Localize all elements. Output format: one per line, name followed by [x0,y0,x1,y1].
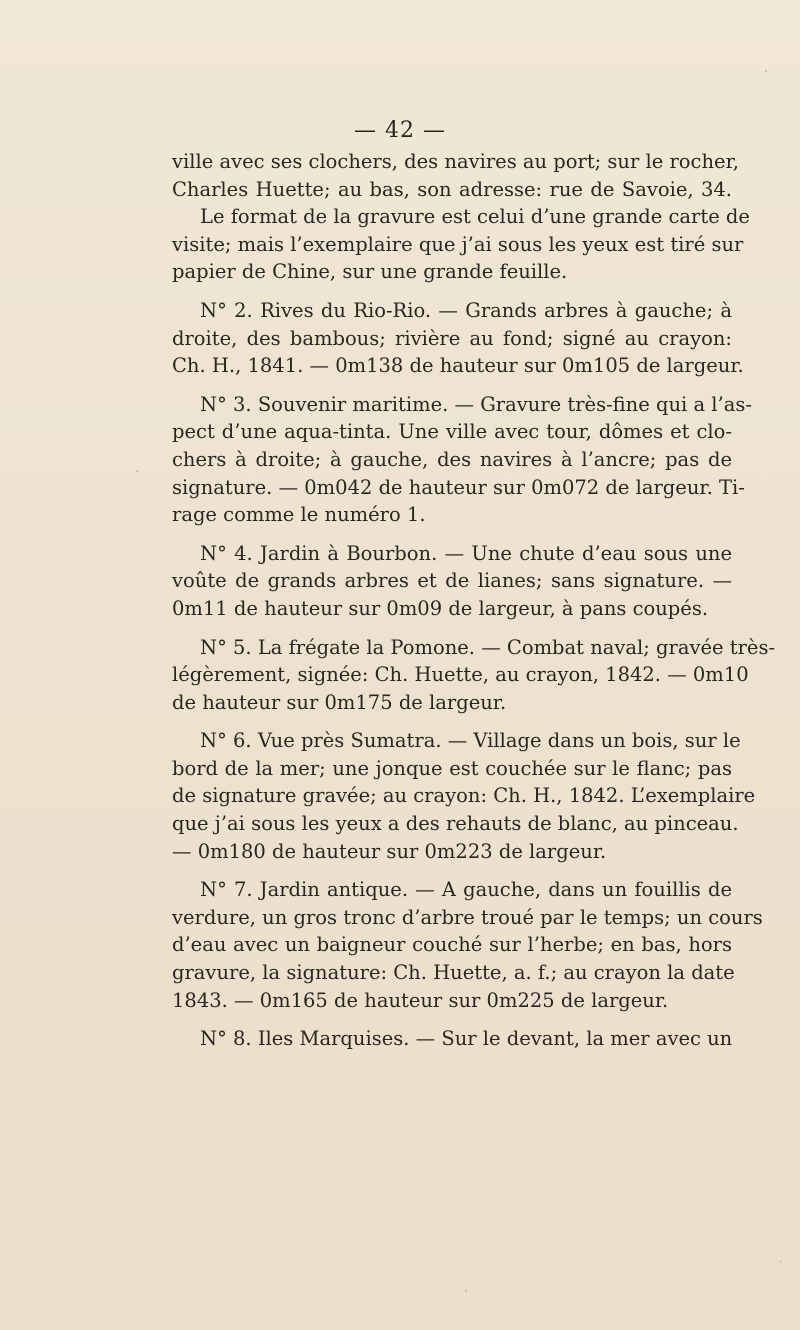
paper-speck [136,470,138,472]
text-line: 0m11 de hauteur sur 0m09 de largeur, à pans coupés. [172,596,709,620]
page-number: — 42 — [354,118,446,143]
paragraph-gap [172,529,732,540]
text-line: N° 6. Vue près Sumatra. — Village dans un bois, sur le [200,729,741,753]
paragraph-gap [172,716,732,727]
text-line: N° 8. Iles Marquises. — Sur le devant, la mer avec un [200,1027,733,1051]
text-line: droite, des bambous; rivière au fond; signé au crayon: [172,326,732,350]
text-line: Ch. H., 1841. — 0m138 de hauteur sur 0m105 de largeur. [172,354,744,378]
text-line: de signature gravée; au crayon: Ch. H., 1842. L’exemplaire [172,784,756,808]
paper-speck [765,70,767,72]
text-line: N° 3. Souvenir maritime. — Gravure très-fine qui a l’as- [200,392,752,416]
paragraph-gap [172,380,732,391]
text-line: voûte de grands arbres et de lianes; sans signature. — [172,569,732,593]
text-line: — 0m180 de hauteur sur 0m223 de largeur. [172,839,607,863]
paper-speck [780,1260,781,1263]
text-line: pect d’une aqua-tinta. Une ville avec tour, dômes et clo- [172,420,732,444]
text-line: visite; mais l’exemplaire que j’ai sous les yeux est tiré sur [172,232,744,256]
paragraph-gap [172,623,732,634]
text-line: papier de Chine, sur une grande feuille. [172,260,568,284]
paragraph-gap [172,865,732,876]
text-line: rage comme le numéro 1. [172,503,426,527]
text-line: N° 2. Rives du Rio-Rio. — Grands arbres à gauche; à [200,298,732,322]
text-line: verdure, un gros tronc d’arbre troué par le temps; un cours [172,905,763,929]
text-line: Charles Huette; au bas, son adresse: rue de Savoie, 34. [172,177,732,201]
text-line: N° 7. Jardin antique. — A gauche, dans un fouillis de [200,878,732,902]
text-line: bord de la mer; une jonque est couchée sur le flanc; pas [172,756,732,780]
paper-speck [465,1290,467,1292]
text-line: ville avec ses clochers, des navires au port; sur le rocher, [172,150,739,173]
text-line: gravure, la signature: Ch. Huette, a. f.; au crayon la date [172,961,735,985]
text-line: de hauteur sur 0m175 de largeur. [172,690,507,714]
paragraph-gap [172,286,732,297]
paragraph-gap [172,1014,732,1025]
text-line: d’eau avec un baigneur couché sur l’herbe; en bas, hors [172,933,732,957]
text-line: légèrement, signée: Ch. Huette, au crayon, 1842. — 0m10 [172,663,749,687]
text-line: signature. — 0m042 de hauteur sur 0m072 de largeur. Ti- [172,475,745,499]
text-line: Le format de la gravure est celui d’une grande carte de [200,205,750,229]
text-line: 1843. — 0m165 de hauteur sur 0m225 de largeur. [172,988,669,1012]
text-line: chers à droite; à gauche, des navires à l’ancre; pas de [172,447,732,471]
text-line: N° 5. La frégate la Pomone. — Combat naval; gravée très- [200,635,776,659]
body-text [172,148,776,1053]
text-line: N° 4. Jardin à Bourbon. — Une chute d’eau sous une [200,541,732,565]
text-line: que j’ai sous les yeux a des rehauts de blanc, au pinceau. [172,812,739,836]
